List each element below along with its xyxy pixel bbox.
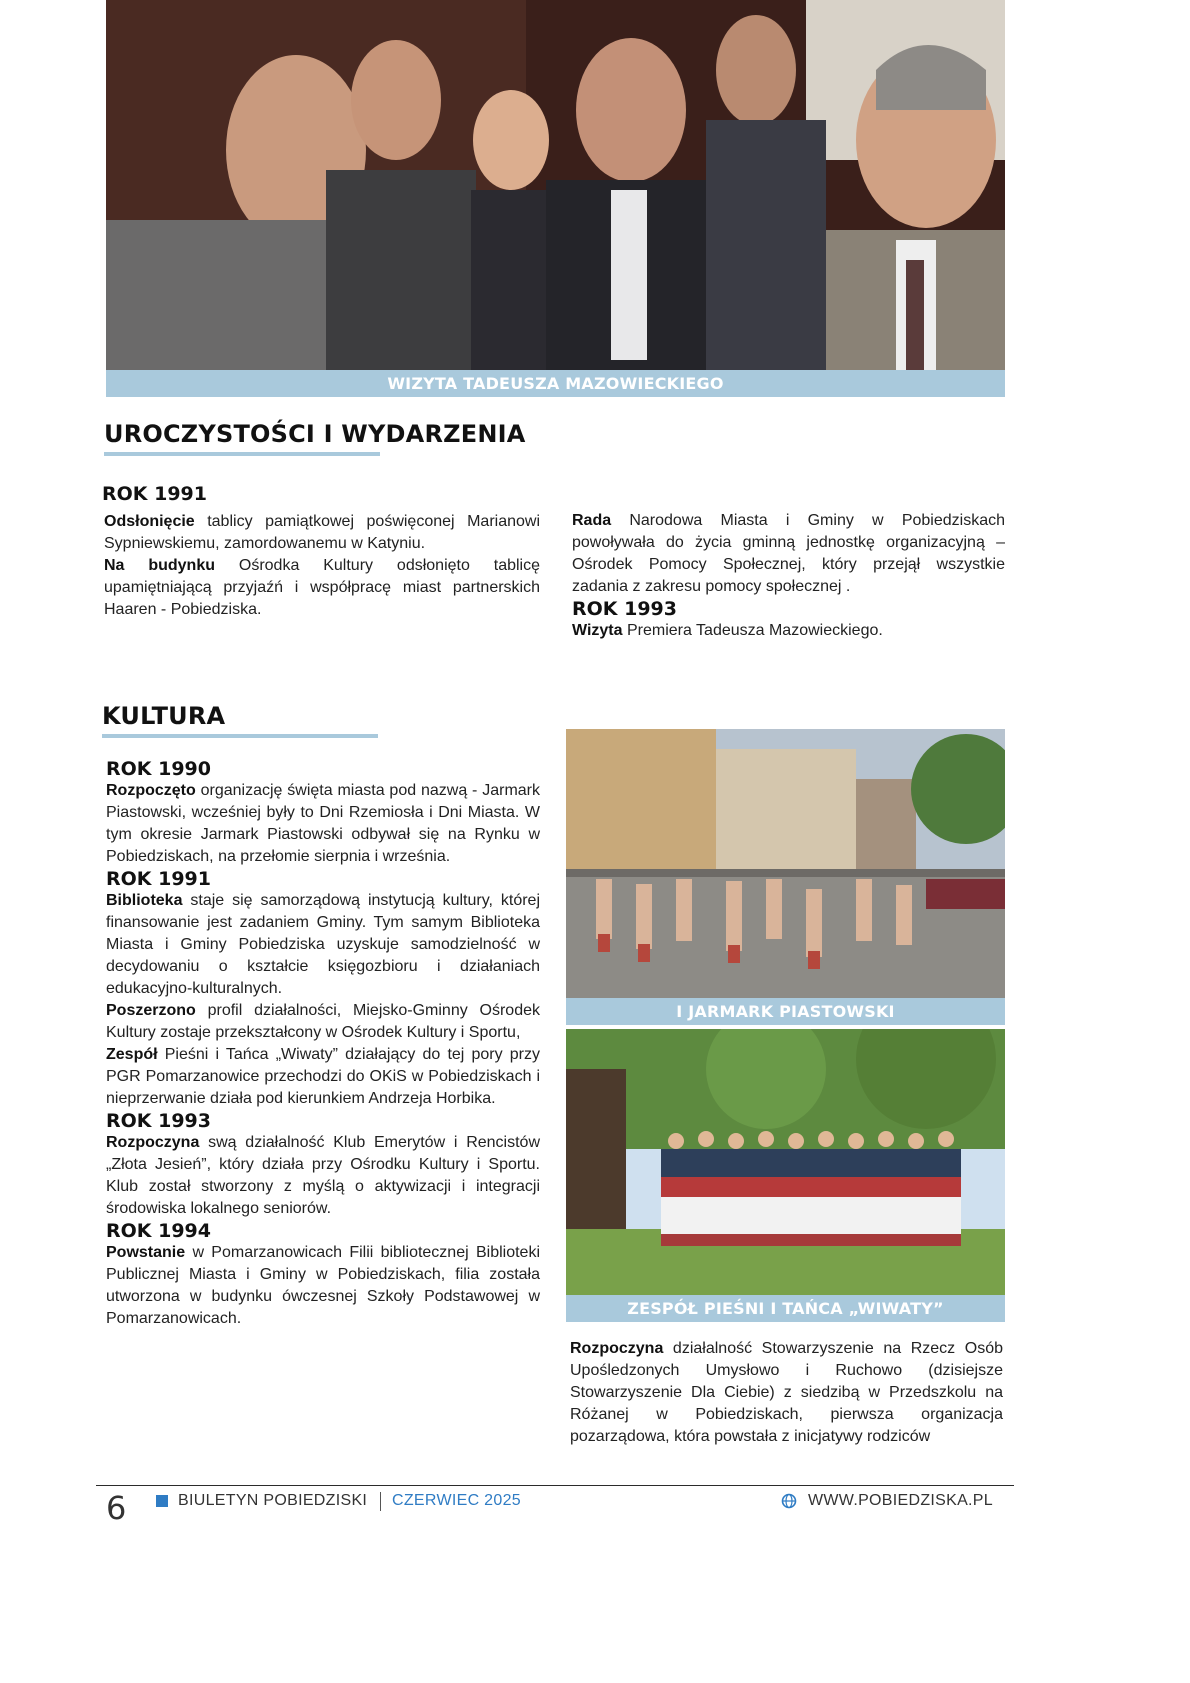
paragraph: Rada Narodowa Miasta i Gminy w Pobiedziskach powoływała do życia gminną jednostkę organizacyjną – Ośrodek Pomocy Społecznej, który przejął wszystkie zadania z zakresu pomocy społecznej . [572, 512, 1005, 595]
year-heading: ROK 1990 [106, 758, 212, 780]
photo-mazowiecki-visit [106, 0, 1005, 370]
website-link[interactable]: WWW.POBIEDZISKA.PL [808, 1492, 993, 1509]
year-heading: ROK 1994 [106, 1220, 212, 1242]
photo-wiwaty-ensemble [566, 1029, 1005, 1295]
year-heading: ROK 1993 [572, 598, 678, 620]
paragraph: Zespół Pieśni i Tańca „Wiwaty” działający do tej pory przy PGR Pomarzanowice przechodzi do OKiS w Pobiedziskach i nieprzerwanie działa pod kierunkiem Andrzeja Horbika. [106, 1046, 540, 1107]
section-title-events: UROCZYSTOŚCI I WYDARZENIA [104, 420, 526, 448]
issue-date: CZERWIEC 2025 [392, 1492, 521, 1509]
paragraph: Powstanie w Pomarzanowicach Filii bibliotecznej Biblioteki Publicznej Miasta i Gminy w Pobiedziskach, filia została utworzona w budynku ówczesnej Szkoły Podstawowej w Pomarzanowicach. [106, 1244, 540, 1327]
title-underline-events [104, 452, 380, 456]
year-heading: ROK 1991 [102, 483, 208, 505]
events-right-column [572, 510, 1005, 642]
paragraph: Poszerzono profil działalności, Miejsko-Gminny Ośrodek Kultury zostaje przekształcony w Ośrodek Kultury i Sportu, [106, 1002, 540, 1041]
events-left-column [104, 483, 540, 621]
paragraph: Wizyta Premiera Tadeusza Mazowieckiego. [572, 622, 883, 639]
paragraph: Rozpoczyna swą działalność Klub Emerytów i Rencistów „Złota Jesień”, który działa przy Ośrodku Kultury i Sportu. Klub został stworzony z myślą o aktywizacji i integracji środowiska lokalnego seniorów. [106, 1134, 540, 1217]
culture-left-column [106, 758, 540, 1330]
year-heading: ROK 1991 [106, 868, 212, 890]
culture-right-column [570, 1338, 1003, 1448]
globe-icon [781, 1493, 797, 1509]
paragraph: Odsłonięcie tablicy pamiątkowej poświęconej Marianowi Sypniewskiemu, zamordowanemu w Katyniu. [104, 513, 540, 552]
photo-caption-mazowiecki: WIZYTA TADEUSZA MAZOWIECKIEGO [106, 370, 1005, 397]
footer-square-icon [156, 1495, 168, 1507]
footer-rule [96, 1485, 1014, 1486]
year-heading: ROK 1993 [106, 1110, 212, 1132]
photo-jarmark-piastowski [566, 729, 1005, 998]
paragraph: Rozpoczyna działalność Stowarzyszenie na Rzecz Osób Upośledzonych Umysłowo i Ruchowo (dzisiejsze Stowarzyszenie Dla Ciebie) z siedzibą w Przedszkolu na Różanej w Pobiedziskach, pierwsza organizacja pozarządowa, która powstała z inicjatywy rodziców [570, 1340, 1003, 1445]
photo-caption-jarmark: I JARMARK PIASTOWSKI [566, 998, 1005, 1025]
publication-name: BIULETYN POBIEDZISKI [178, 1492, 368, 1509]
photo-caption-wiwaty: ZESPÓŁ PIEŚNI I TAŃCA „WIWATY” [566, 1295, 1005, 1322]
paragraph: Rozpoczęto organizację święta miasta pod nazwą - Jarmark Piastowski, wcześniej były to Dni Rzemiosła i Dni Miasta. W tym okresie Jarmark Piastowski odbywał się na Rynku w Pobiedziskach, na przełomie sierpnia i września. [106, 782, 540, 865]
footer-separator [380, 1492, 381, 1511]
paragraph: Biblioteka staje się samorządową instytucją kultury, której finansowanie jest zadaniem Gminy. Tym samym Biblioteka Miasta i Gminy Pobiedziska uzyskuje samodzielność w decydowaniu o kształcie księgozbioru i działaniach edukacyjno-kulturalnych. [106, 892, 540, 997]
page-number: 6 [106, 1489, 127, 1527]
title-underline-culture [102, 734, 378, 738]
section-title-culture: KULTURA [102, 702, 226, 730]
paragraph: Na budynku Ośrodka Kultury odsłonięto tablicę upamiętniającą przyjaźń i współpracę miast partnerskich Haaren - Pobiedziska. [104, 557, 540, 618]
